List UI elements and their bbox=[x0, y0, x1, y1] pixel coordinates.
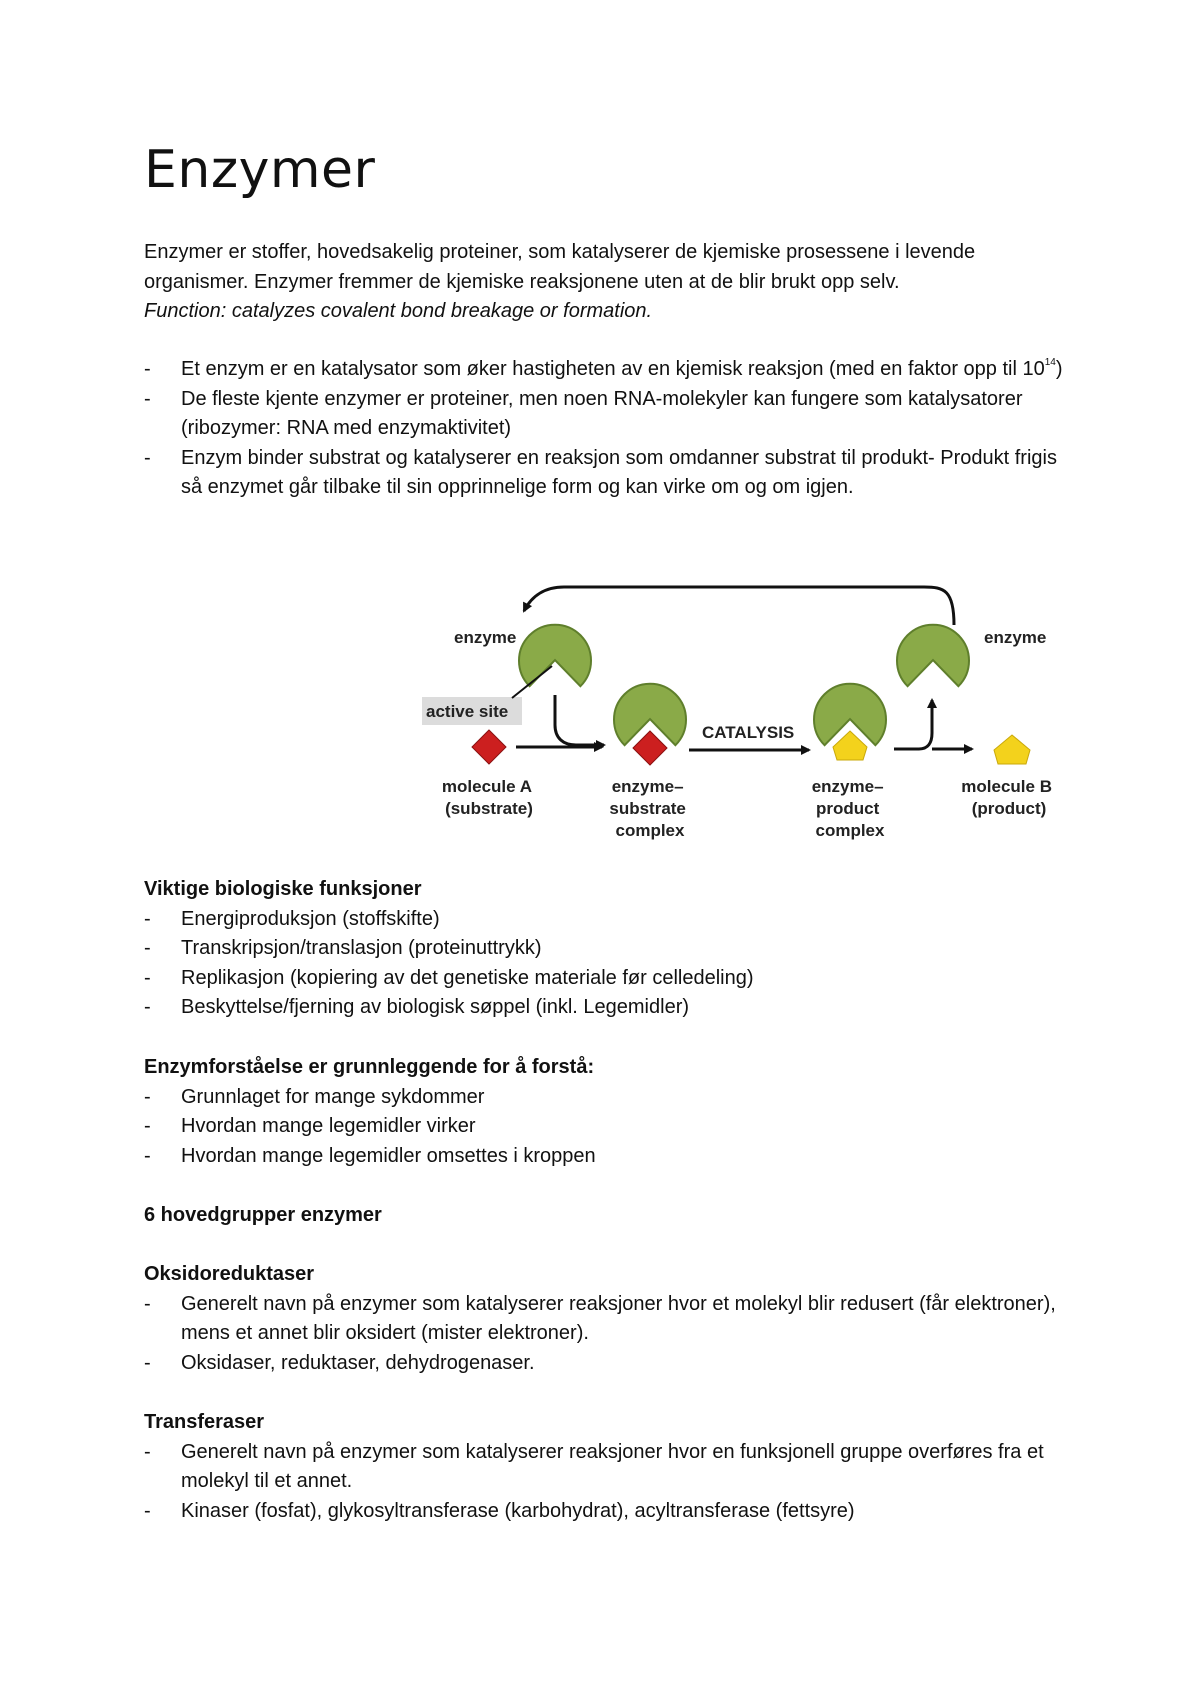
intro-text: Enzymer er stoffer, hovedsakelig proteiner, som katalyserer de kjemiske prosessene i levende organismer. Enzymer fremmer de kjemiske reaksjonene uten at de blir brukt opp selv. bbox=[144, 241, 976, 293]
section-heading: Enzymforståelse er grunnleggende for å forstå: bbox=[144, 1056, 595, 1078]
enzyme-facts-list bbox=[144, 355, 1064, 503]
section-heading: Oksidoreduktaser bbox=[144, 1263, 315, 1285]
molecule-a-label: molecule A (substrate) bbox=[441, 777, 533, 818]
section-oksidoreduktaser bbox=[144, 1260, 1064, 1378]
list-item: - Replikasjon (kopiering av det genetiske materiale før celledeling) bbox=[144, 964, 1064, 994]
enzyme-shape-right bbox=[897, 625, 969, 687]
product-shape bbox=[994, 735, 1030, 764]
molecule-b-label: molecule B (product) bbox=[961, 777, 1052, 818]
section-heading: Viktige biologiske funksjoner bbox=[144, 878, 422, 900]
enzyme-substrate-complex-label: enzyme– substrate complex bbox=[609, 777, 686, 840]
list-item: - Transkripsjon/translasjon (proteinuttrykk) bbox=[144, 934, 1064, 964]
catalysis-label: CATALYSIS bbox=[702, 723, 795, 742]
intro-function: Function: catalyzes covalent bond breakage or formation. bbox=[144, 300, 653, 322]
list-item: - Et enzym er en katalysator som øker hastigheten av en kjemisk reaksjon (med en faktor opp til $10^{14}$) bbox=[144, 355, 1064, 385]
page-title: Enzymer bbox=[144, 140, 376, 200]
return-arrow bbox=[524, 587, 954, 625]
enzyme-product-complex-label: enzyme– product complex bbox=[811, 777, 885, 840]
section-heading: 6 hovedgrupper enzymer bbox=[144, 1204, 382, 1226]
list-item: - Generelt navn på enzymer som katalyserer reaksjoner hvor en funksjonell gruppe overføres fra et molekyl til et annet. bbox=[144, 1438, 1064, 1497]
list-item: - Enzym binder substrat og katalyserer en reaksjon som omdanner substrat til produkt- Produkt frigis så enzymet går tilbake til sin opprinnelige form og kan virke om og om igjen. bbox=[144, 444, 1064, 503]
binding-arrow bbox=[555, 695, 604, 745]
list-item: - De fleste kjente enzymer er proteiner, men noen RNA-molekyler kan fungere som katalysatorer (ribozymer: RNA med enzymaktivitet) bbox=[144, 385, 1064, 444]
enzyme-cycle-diagram bbox=[264, 575, 1084, 850]
section-viktige bbox=[144, 875, 1064, 1023]
intro-paragraph bbox=[144, 238, 1064, 327]
bound-substrate bbox=[633, 731, 667, 765]
section-hovedgrupper bbox=[144, 1201, 1064, 1231]
substrate-diamond bbox=[472, 730, 506, 764]
release-arrow bbox=[894, 700, 932, 749]
list-item: - Kinaser (fosfat), glykosyltransferase (karbohydrat), acyltransferase (fettsyre) bbox=[144, 1497, 1064, 1527]
list-item: - Beskyttelse/fjerning av biologisk søppel (inkl. Legemidler) bbox=[144, 993, 1064, 1023]
list-item: - Generelt navn på enzymer som katalyserer reaksjoner hvor et molekyl blir redusert (får elektroner), mens et annet blir oksidert (mister elektroner). bbox=[144, 1290, 1064, 1349]
list-item: - Oksidaser, reduktaser, dehydrogenaser. bbox=[144, 1349, 1064, 1379]
enzyme-label-left: enzyme bbox=[454, 628, 517, 647]
list-item: - Hvordan mange legemidler omsettes i kroppen bbox=[144, 1142, 1064, 1172]
section-transferaser bbox=[144, 1408, 1064, 1526]
section-heading: Transferaser bbox=[144, 1411, 265, 1433]
list-item: - Grunnlaget for mange sykdommer bbox=[144, 1083, 1064, 1113]
list-item: - Energiproduksjon (stoffskifte) bbox=[144, 905, 1064, 935]
enzyme-label-right: enzyme bbox=[984, 628, 1047, 647]
bound-product bbox=[833, 731, 867, 760]
active-site-label: active site bbox=[426, 702, 509, 721]
enzyme-shape-left bbox=[519, 625, 591, 687]
list-item: - Hvordan mange legemidler virker bbox=[144, 1112, 1064, 1142]
section-forstaelse bbox=[144, 1053, 1064, 1171]
